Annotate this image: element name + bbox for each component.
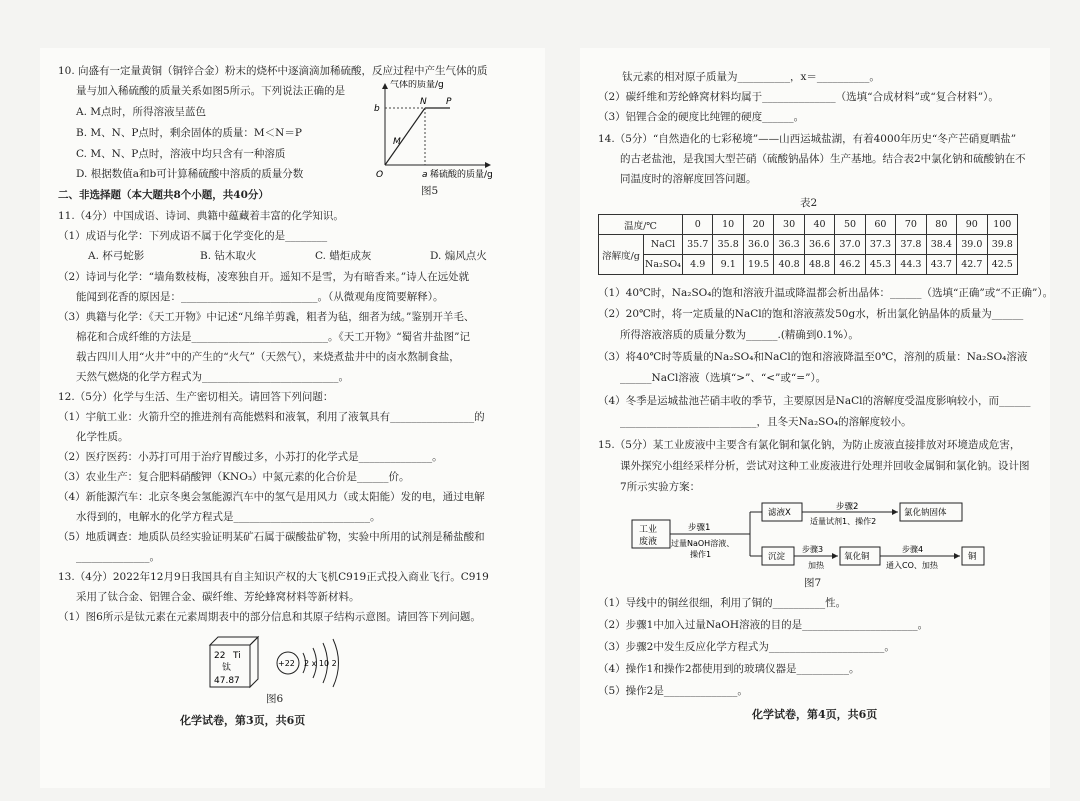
- q10-line1: 10. 向盛有一定量黄铜（铜锌合金）粉末的烧杯中逐滴滴加稀硫酸，反应过程中产生气体的质: [58, 65, 488, 77]
- temp-cell: 0: [683, 215, 713, 235]
- temp-cell: 30: [774, 215, 804, 235]
- header-solubility: 溶解度/g: [599, 235, 644, 275]
- label-na2so4: Na₂SO₄: [644, 255, 683, 275]
- na2so4-cell: 48.8: [804, 255, 834, 275]
- temp-cell: 10: [713, 215, 743, 235]
- fc-filtrate: 滤液X: [768, 508, 791, 518]
- footer-left: 化学试卷，第3页，共6页: [180, 714, 306, 727]
- nacl-cell: 36.6: [804, 235, 834, 255]
- ti-nucleus: +22: [278, 659, 295, 668]
- nacl-cell: 36.0: [743, 235, 773, 255]
- q11-option-d: D. 煽风点火: [430, 250, 487, 262]
- q11-option-a: A. 杯弓蛇影: [88, 250, 145, 262]
- q15-part3: （3）步骤2中发生反应化学方程式为______________________。: [598, 641, 895, 653]
- na2so4-cell: 43.7: [926, 255, 956, 275]
- q14-line2: 的古老盐池，是我国大型芒硝（硫酸钠晶体）生产基地。结合表2中氯化钠和硫酸钠在不: [620, 153, 1026, 165]
- q14-part2-line2: 所得溶液溶质的质量分数为______.(精确到0.1%）。: [620, 329, 859, 341]
- temp-cell: 70: [896, 215, 926, 235]
- fig5-caption: 图5: [421, 185, 439, 197]
- na2so4-cell: 45.3: [865, 255, 895, 275]
- q11-part3-line1: （3）典籍与化学：《天工开物》中记述“凡绵羊剪毳，粗者为毡，细者为绒。”鉴别开羊毛、: [58, 311, 475, 323]
- fc-waste1: 工业: [639, 525, 658, 535]
- q11-part3-line4: 天然气燃烧的化学方程式为__________________________。: [76, 371, 349, 383]
- fc-precipitate: 沉淀: [768, 552, 786, 562]
- fig7-caption: 图7: [804, 577, 822, 589]
- q14-part2-line1: （2）20℃时，将一定质量的NaCl的饱和溶液蒸发50g水，析出氯化钠晶体的质量为______: [598, 308, 1024, 320]
- fig5-b: b: [374, 104, 380, 114]
- q13-part2: （2）碳纤维和芳纶蜂窝材料均属于______________（选填“合成材料”或“复合材料”）。: [598, 91, 999, 103]
- q12-stem: 12.（5分）化学与生活、生产密切相关。请回答下列问题：: [58, 391, 334, 403]
- na2so4-cell: 42.7: [957, 255, 987, 275]
- section-2-heading: 二、非选择题（本大题共8个小题，共40分）: [58, 189, 269, 201]
- temp-cell: 20: [743, 215, 773, 235]
- na2so4-cell: 44.3: [896, 255, 926, 275]
- figure-5-graph: [370, 80, 500, 180]
- q12-part4-line1: （4）新能源汽车：北京冬奥会氢能源汽车中的氢气是用风力（或太阳能）发的电，通过电解: [58, 491, 485, 503]
- fig5-xlabel: 稀硫酸的质量/g: [430, 170, 493, 180]
- nacl-cell: 36.3: [774, 235, 804, 255]
- ti-atomic-mass: 47.87: [214, 676, 240, 686]
- q13-part1-answer: 钛元素的相对原子质量为__________，x＝__________。: [622, 71, 880, 83]
- fig5-ylabel: 气体的质量/g: [390, 80, 444, 90]
- q14-part1: （1）40℃时，Na₂SO₄的饱和溶液升温或降温都会析出晶体：______（选填“正确”或“不正确”）。: [598, 287, 1054, 299]
- footer-right: 化学试卷，第4页，共6页: [752, 708, 878, 721]
- temp-cell: 40: [804, 215, 834, 235]
- q11-stem: 11.（4分）中国成语、诗词、典籍中蕴藏着丰富的化学知识。: [58, 210, 344, 222]
- fc-cuo: 氧化铜: [844, 552, 870, 562]
- q13-part3: （3）铝锂合金的硬度比纯锂的硬度______。: [598, 111, 805, 123]
- q12-part5-line2: ______________。: [76, 551, 160, 563]
- q11-option-c: C. 蜡炬成灰: [315, 250, 372, 262]
- na2so4-cell: 40.8: [774, 255, 804, 275]
- na2so4-cell: 9.1: [713, 255, 743, 275]
- q12-part5-line1: （5）地质调查：地质队员经实验证明某矿石属于碳酸盐矿物，实验中所用的试剂是稀盐酸和: [58, 531, 485, 543]
- ti-name: 钛: [222, 663, 232, 673]
- q11-option-b: B. 钻木取火: [200, 250, 257, 262]
- q11-part3-line3: 载古四川人用“火井”中的产生的“火气”（天然气），来烧煮盐井中的卤水熬制食盐，: [76, 351, 460, 363]
- temp-cell: 50: [835, 215, 865, 235]
- q15-part5: （5）操作2是______________。: [598, 685, 748, 697]
- q12-part2: （2）医疗医药：小苏打可用于治疗胃酸过多，小苏打的化学式是______________。: [58, 451, 443, 463]
- q14-part3-line2: ______NaCl溶液（选填“>”、“<”或“=”）。: [620, 372, 827, 384]
- q11-part2-line2: 能闻到花香的原因是：__________________________。（从微观角度简要解释）。: [76, 291, 444, 303]
- fc-copper: 铜: [968, 552, 977, 562]
- fc-step2: 步骤2: [836, 502, 859, 512]
- fc-step2b: 适量试剂1、操作2: [810, 517, 877, 526]
- nacl-cell: 39.0: [957, 235, 987, 255]
- nacl-cell: 39.8: [987, 235, 1017, 255]
- ti-atomic-number: 22: [214, 651, 226, 661]
- fc-nacl: 氯化钠固体: [904, 508, 947, 518]
- figure-7-flowchart: [630, 500, 1010, 576]
- fig5-a: a: [422, 170, 428, 180]
- fig5-P: P: [446, 97, 452, 107]
- temp-cell: 90: [957, 215, 987, 235]
- table-row-na2so4: [599, 255, 1018, 275]
- q10-option-b: B. M、N、P点时，剩余固体的质量：M＜N＝P: [76, 127, 302, 139]
- fc-step3b: 加热: [808, 561, 824, 570]
- table-row-nacl: [599, 235, 1018, 255]
- q13-line2: 采用了钛合金、铝锂合金、碳纤维、芳纶蜂窝材料等新材料。: [76, 591, 360, 603]
- fig5-M: M: [393, 137, 401, 147]
- ti-shells: 2 x 10 2: [304, 659, 337, 668]
- na2so4-cell: 46.2: [835, 255, 865, 275]
- temp-cell: 60: [865, 215, 895, 235]
- q14-part4-line2: __________________________，且冬天Na₂SO₄的溶解度较小。: [620, 416, 912, 428]
- fc-step1: 步骤1: [688, 523, 711, 533]
- q10-line2: 量与加入稀硫酸的质量关系如图5所示。下列说法正确的是: [76, 85, 346, 97]
- fc-waste2: 废液: [639, 537, 658, 547]
- temp-cell: 100: [987, 215, 1017, 235]
- fig5-origin: O: [376, 170, 384, 180]
- na2so4-cell: 19.5: [743, 255, 773, 275]
- nacl-cell: 35.8: [713, 235, 743, 255]
- ti-symbol: Ti: [233, 651, 241, 661]
- fc-step3: 步骤3: [802, 545, 824, 554]
- q13-line1: 13.（4分）2022年12月9日我国具有自主知识产权的大飞机C919正式投入商业飞行。C919: [58, 571, 489, 583]
- table-row-temperature: [599, 215, 1018, 235]
- nacl-cell: 38.4: [926, 235, 956, 255]
- q12-part4-line2: 水得到的，电解水的化学方程式是__________________________。: [76, 511, 381, 523]
- right-page: [580, 48, 1054, 788]
- fc-step1b: 过量NaOH溶液、: [671, 539, 735, 548]
- q15-part4: （4）操作1和操作2都使用到的玻璃仪器是__________。: [598, 663, 860, 675]
- nacl-cell: 37.0: [835, 235, 865, 255]
- label-nacl: NaCl: [644, 235, 683, 255]
- q12-part1-line1: （1）宇航工业：火箭升空的推进剂有高能燃料和液氧，利用了液氧具有________________的: [58, 411, 485, 423]
- nacl-cell: 37.8: [896, 235, 926, 255]
- header-temperature: 温度/℃: [599, 215, 683, 235]
- figure-6-titanium: [200, 633, 400, 693]
- fig6-caption: 图6: [266, 693, 284, 705]
- fc-step4b: 通入CO、加热: [886, 561, 938, 570]
- nacl-cell: 35.7: [683, 235, 713, 255]
- left-page: [40, 48, 545, 788]
- nacl-cell: 37.3: [865, 235, 895, 255]
- q15-part1: （1）导线中的铜丝很细，利用了铜的__________性。: [598, 597, 847, 609]
- fc-step4: 步骤4: [902, 545, 924, 554]
- q11-part1: （1）成语与化学：下列成语不属于化学变化的是________: [58, 230, 328, 242]
- q13-part1: （1）图6所示是钛元素在元素周期表中的部分信息和其原子结构示意图。请回答下列问题。: [58, 611, 481, 623]
- fc-step1c: 操作1: [690, 550, 712, 559]
- q14-line1: 14.（5分）“自然造化的七彩秘境”——山西运城盐湖，有着4000年历史“冬产芒硝夏晒盐”: [598, 133, 1017, 145]
- q11-part2-line1: （2）诗词与化学：“墙角数枝梅，凌寒独自开。遥知不是雪，为有暗香来。”诗人在远处就: [58, 271, 470, 283]
- q15-part2: （2）步骤1中加入过量NaOH溶液的目的是______________________。: [598, 619, 929, 631]
- q15-line3: 7所示实验方案：: [620, 481, 701, 493]
- solubility-table: [598, 214, 1018, 275]
- q15-line2: 课外探究小组经采样分析，尝试对这种工业废液进行处理并回收金属铜和氯化钠。设计图: [620, 460, 1030, 472]
- fig5-N: N: [420, 97, 427, 107]
- q12-part3: （3）农业生产：复合肥料硝酸钾（KNO₃）中氮元素的化合价是______价。: [58, 471, 410, 483]
- q14-line3: 同温度时的溶解度回答问题。: [620, 173, 757, 185]
- q10-option-c: C. M、N、P点时，溶液中均只含有一种溶质: [76, 148, 286, 160]
- q10-option-d: D. 根据数值a和b可计算稀硫酸中溶质的质量分数: [76, 168, 304, 180]
- q14-part3-line1: （3）将40℃时等质量的Na₂SO₄和NaCl的饱和溶液降温至0℃，溶剂的质量：Na₂SO₄溶液: [598, 351, 1028, 363]
- na2so4-cell: 4.9: [683, 255, 713, 275]
- q14-part4-line1: （4）冬季是运城盐池芒硝丰收的季节，主要原因是NaCl的溶解度受温度影响较小，而______: [598, 395, 1031, 407]
- table-2-caption: 表2: [800, 197, 818, 209]
- q15-line1: 15.（5分）某工业废液中主要含有氯化铜和氯化钠，为防止废液直接排放对环境造成危害，: [598, 439, 1021, 451]
- temp-cell: 80: [926, 215, 956, 235]
- q10-option-a: A. M点时，所得溶液呈蓝色: [76, 106, 207, 118]
- q12-part1-line2: 化学性质。: [76, 431, 129, 443]
- q11-part3-line2: 棉花和合成纤维的方法是__________________________。《天工开物》“蜀省井盐图”记: [76, 331, 470, 343]
- na2so4-cell: 42.5: [987, 255, 1017, 275]
